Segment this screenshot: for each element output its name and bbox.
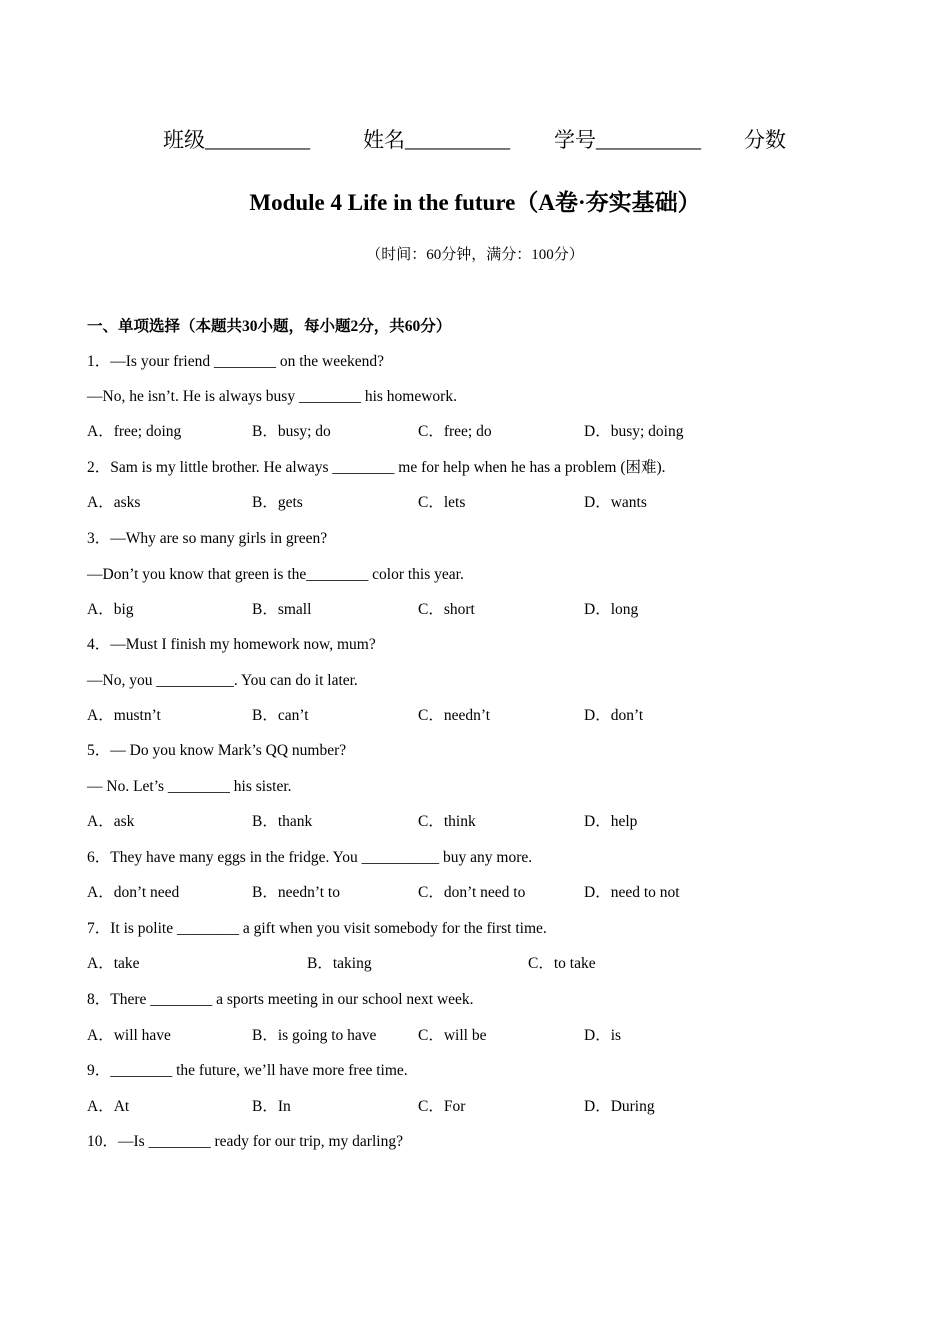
- question-6-stem: 6．They have many eggs in the fridge. You __________ buy any more.: [87, 849, 533, 866]
- question-8-option-c: C．will be: [418, 1027, 487, 1044]
- question-9-option-c: C．For: [418, 1098, 466, 1115]
- question-6-option-b: B．needn’t to: [252, 884, 340, 901]
- question-10-stem: 10．—Is ________ ready for our trip, my darling?: [87, 1133, 403, 1150]
- question-5-response: — No. Let’s ________ his sister.: [87, 778, 292, 795]
- question-2-option-c: C．lets: [418, 494, 466, 511]
- page-title: Module 4 Life in the future（A卷·夯实基础）: [249, 190, 701, 215]
- question-9-stem: 9．________ the future, we’ll have more free time.: [87, 1062, 408, 1079]
- question-8-option-b: B．is going to have: [252, 1027, 377, 1044]
- question-8-option-d: D．is: [584, 1027, 622, 1044]
- question-5-option-b: B．thank: [252, 813, 313, 830]
- question-4-option-a: A．mustn’t: [87, 707, 161, 724]
- question-6-option-d: D．need to not: [584, 884, 680, 901]
- header-fields: [0, 124, 950, 156]
- question-7-option-c: C．to take: [528, 955, 596, 972]
- question-7-stem: 7．It is polite ________ a gift when you visit somebody for the first time.: [87, 920, 547, 937]
- question-1-option-d: D．busy; doing: [584, 423, 684, 440]
- question-4-option-b: B．can’t: [252, 707, 309, 724]
- question-4-stem: 4．—Must I finish my homework now, mum?: [87, 636, 376, 653]
- question-9-option-a: A．At: [87, 1098, 130, 1115]
- exam-info: （时间：60分钟，满分：100分）: [366, 247, 584, 263]
- question-3-option-d: D．long: [584, 601, 639, 618]
- question-1-stem: 1．—Is your friend ________ on the weekend?: [87, 353, 385, 370]
- section-heading: 一、单项选择（本题共30小题，每小题2分，共60分）: [87, 318, 452, 335]
- question-1-option-a: A．free; doing: [87, 423, 182, 440]
- question-2-stem: 2．Sam is my little brother. He always ________ me for help when he has a problem (困难).: [87, 459, 666, 476]
- name-field: 姓名__________: [363, 128, 510, 152]
- question-7-option-b: B．taking: [307, 955, 372, 972]
- question-8-stem: 8．There ________ a sports meeting in our school next week.: [87, 991, 474, 1008]
- student-number-field: 学号__________: [554, 128, 701, 152]
- question-5-option-d: D．help: [584, 813, 638, 830]
- question-2-option-a: A．asks: [87, 494, 141, 511]
- question-3-stem: 3．—Why are so many girls in green?: [87, 530, 328, 547]
- question-3-response: —Don’t you know that green is the________ color this year.: [87, 566, 464, 583]
- score-field: 分数: [744, 128, 786, 152]
- question-6-option-a: A．don’t need: [87, 884, 180, 901]
- question-3-option-a: A．big: [87, 601, 134, 618]
- question-5-option-c: C．think: [418, 813, 476, 830]
- question-6-option-c: C．don’t need to: [418, 884, 526, 901]
- question-5-option-a: A．ask: [87, 813, 135, 830]
- question-7-option-a: A．take: [87, 955, 140, 972]
- question-1-option-c: C．free; do: [418, 423, 492, 440]
- question-8-option-a: A．will have: [87, 1027, 171, 1044]
- question-4-option-d: D．don’t: [584, 707, 644, 724]
- class-field: 班级__________: [163, 128, 310, 152]
- question-1-response: —No, he isn’t. He is always busy ________ his homework.: [87, 388, 457, 405]
- question-5-stem: 5．— Do you know Mark’s QQ number?: [87, 742, 347, 759]
- question-4-response: —No, you __________. You can do it later.: [87, 672, 358, 689]
- question-1-option-b: B．busy; do: [252, 423, 331, 440]
- question-3-option-c: C．short: [418, 601, 475, 618]
- question-2-option-d: D．wants: [584, 494, 647, 511]
- question-4-option-c: C．needn’t: [418, 707, 491, 724]
- question-3-option-b: B．small: [252, 601, 312, 618]
- question-9-option-d: D．During: [584, 1098, 655, 1115]
- question-2-option-b: B．gets: [252, 494, 303, 511]
- question-9-option-b: B．In: [252, 1098, 291, 1115]
